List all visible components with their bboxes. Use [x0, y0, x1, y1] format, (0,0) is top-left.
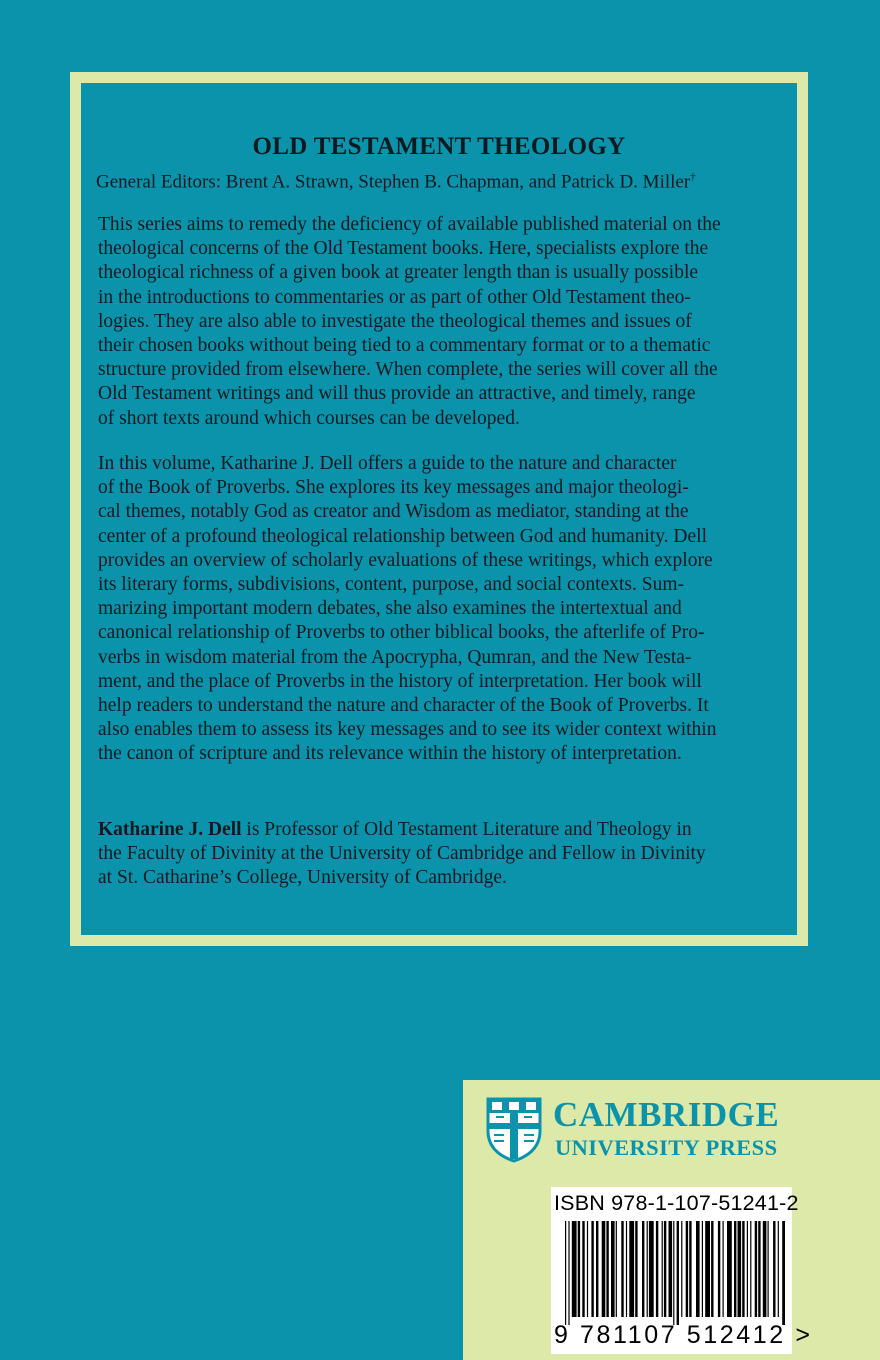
author-name: Katharine J. Dell: [98, 819, 242, 840]
barcode-bar: [568, 1221, 569, 1325]
text-line: center of a profound theological relationship between God and humanity. Dell: [98, 525, 708, 547]
barcode-bar: [750, 1221, 751, 1317]
barcode-bar: [582, 1221, 584, 1317]
dagger-mark: †: [690, 171, 696, 183]
barcode-bar: [635, 1221, 637, 1317]
barcode-bar: [689, 1221, 691, 1317]
text-line: of short texts around which courses can be developed.: [98, 407, 520, 429]
barcode-bars: [565, 1221, 785, 1325]
barcode-bar: [738, 1221, 742, 1317]
isbn-label: ISBN 978-1-107-51241-2: [554, 1191, 799, 1215]
volume-description: [98, 452, 780, 767]
barcode-bar: [778, 1221, 779, 1317]
publisher-subname: UNIVERSITY PRESS: [555, 1135, 778, 1160]
description-panel: [81, 83, 797, 935]
barcode-bar: [755, 1221, 757, 1317]
description-frame: [70, 72, 808, 946]
barcode-bar: [718, 1221, 720, 1317]
text-line: in the introductions to commentaries or as part of other Old Testament theo-: [98, 286, 691, 308]
barcode-bar: [616, 1221, 617, 1317]
series-description: [98, 213, 780, 431]
barcode-bar: [727, 1221, 732, 1317]
series-title: OLD TESTAMENT THEOLOGY: [252, 133, 626, 160]
barcode-bar: [626, 1221, 627, 1317]
barcode-bar: [606, 1221, 608, 1317]
publisher-name: CAMBRIDGE: [553, 1095, 780, 1134]
barcode-bar: [629, 1221, 634, 1317]
text-line: This series aims to remedy the deficiency of available published material on the: [98, 214, 721, 235]
text-line: theological concerns of the Old Testament books. Here, specialists explore the: [98, 238, 709, 260]
barcode-bar: [669, 1221, 673, 1317]
text-line: structure provided from elsewhere. When complete, the series will cover all the: [98, 359, 718, 381]
text-line: theological richness of a given book at greater length than is usually possible: [98, 262, 699, 284]
text-line: the Faculty of Divinity at the University of Cambridge and Fellow in Divinity: [98, 843, 706, 865]
publisher-block: [463, 1080, 880, 1360]
barcode-bar: [734, 1221, 736, 1317]
barcode-bar: [681, 1221, 682, 1317]
barcode-bar: [782, 1221, 785, 1325]
barcode-bar: [621, 1221, 623, 1317]
text-line: verbs in wisdom material from the Apocrypha, Qumran, and the New Testa-: [98, 646, 692, 668]
barcode-bar: [602, 1221, 606, 1317]
barcode-bar: [664, 1221, 666, 1317]
barcode-bar: [723, 1221, 724, 1317]
text-line: cal themes, notably God as creator and Wisdom as mediator, standing at the: [98, 501, 689, 523]
barcode-bar: [758, 1221, 760, 1317]
cambridge-shield-icon: [486, 1097, 542, 1163]
barcode-bar: [587, 1221, 588, 1317]
barcode-bar: [768, 1221, 769, 1317]
barcode-bar: [742, 1221, 744, 1317]
barcode-bar: [686, 1221, 688, 1317]
author-bio: [98, 818, 780, 891]
barcode-bar: [763, 1221, 767, 1317]
text-line: the canon of scripture and its relevance within the history of interpretation.: [98, 743, 682, 765]
barcode-bar: [649, 1221, 654, 1317]
isbn-barcode: [551, 1187, 813, 1354]
barcode-bar: [673, 1221, 674, 1325]
text-line: of the Book of Proverbs. She explores its key messages and major theologi-: [98, 477, 689, 499]
barcode-bar: [578, 1221, 580, 1317]
text-line: also enables them to assess its key messages and to see its wider context within: [98, 719, 717, 741]
text-line: provides an overview of scholarly evaluations of these writings, which explore: [98, 549, 713, 571]
text-line: their chosen books without being tied to a commentary format or to a thematic: [98, 335, 711, 357]
barcode-bar: [611, 1221, 615, 1317]
barcode-bar: [565, 1221, 566, 1325]
text-line: at St. Catharine’s College, University of Cambridge.: [98, 867, 507, 889]
barcode-bar: [662, 1221, 663, 1317]
series-editors: [96, 171, 796, 193]
barcode-bar: [711, 1221, 713, 1317]
text-line: canonical relationship of Proverbs to other biblical books, the afterlife of Pro-: [98, 622, 705, 644]
text-line: logies. They are also able to investigate the theological themes and issues of: [98, 310, 692, 332]
barcode-bar: [702, 1221, 703, 1317]
barcode-bar: [696, 1221, 700, 1317]
text-line: ment, and the place of Proverbs in the history of interpretation. Her book will: [98, 670, 702, 692]
barcode-bar: [647, 1221, 648, 1317]
text-line: its literary forms, subdivisions, content, purpose, and social contexts. Sum-: [98, 574, 684, 596]
text-line: In this volume, Katharine J. Dell offers a guide to the nature and character: [98, 453, 677, 474]
barcode-bar: [591, 1221, 593, 1317]
barcode-bar: [773, 1221, 775, 1317]
barcode-digits: 9 781107 512412 >: [554, 1321, 813, 1349]
barcode-bar: [677, 1221, 679, 1325]
barcode-bar: [642, 1221, 644, 1317]
barcode-bar: [572, 1221, 577, 1317]
text-line: help readers to understand the nature and character of the Book of Proverbs. It: [98, 695, 709, 717]
text-line: Old Testament writings and will thus provide an attractive, and timely, range: [98, 383, 696, 405]
editors-text: General Editors: Brent A. Strawn, Stephen B. Chapman, and Patrick D. Miller: [96, 171, 691, 193]
barcode-bar: [705, 1221, 710, 1317]
text-line: is Professor of Old Testament Literature and Theology in: [241, 819, 692, 840]
barcode-bar: [596, 1221, 598, 1317]
barcode-bar: [656, 1221, 658, 1317]
barcode-bar: [747, 1221, 748, 1317]
text-line: marizing important modern debates, she also examines the intertextual and: [98, 598, 682, 620]
